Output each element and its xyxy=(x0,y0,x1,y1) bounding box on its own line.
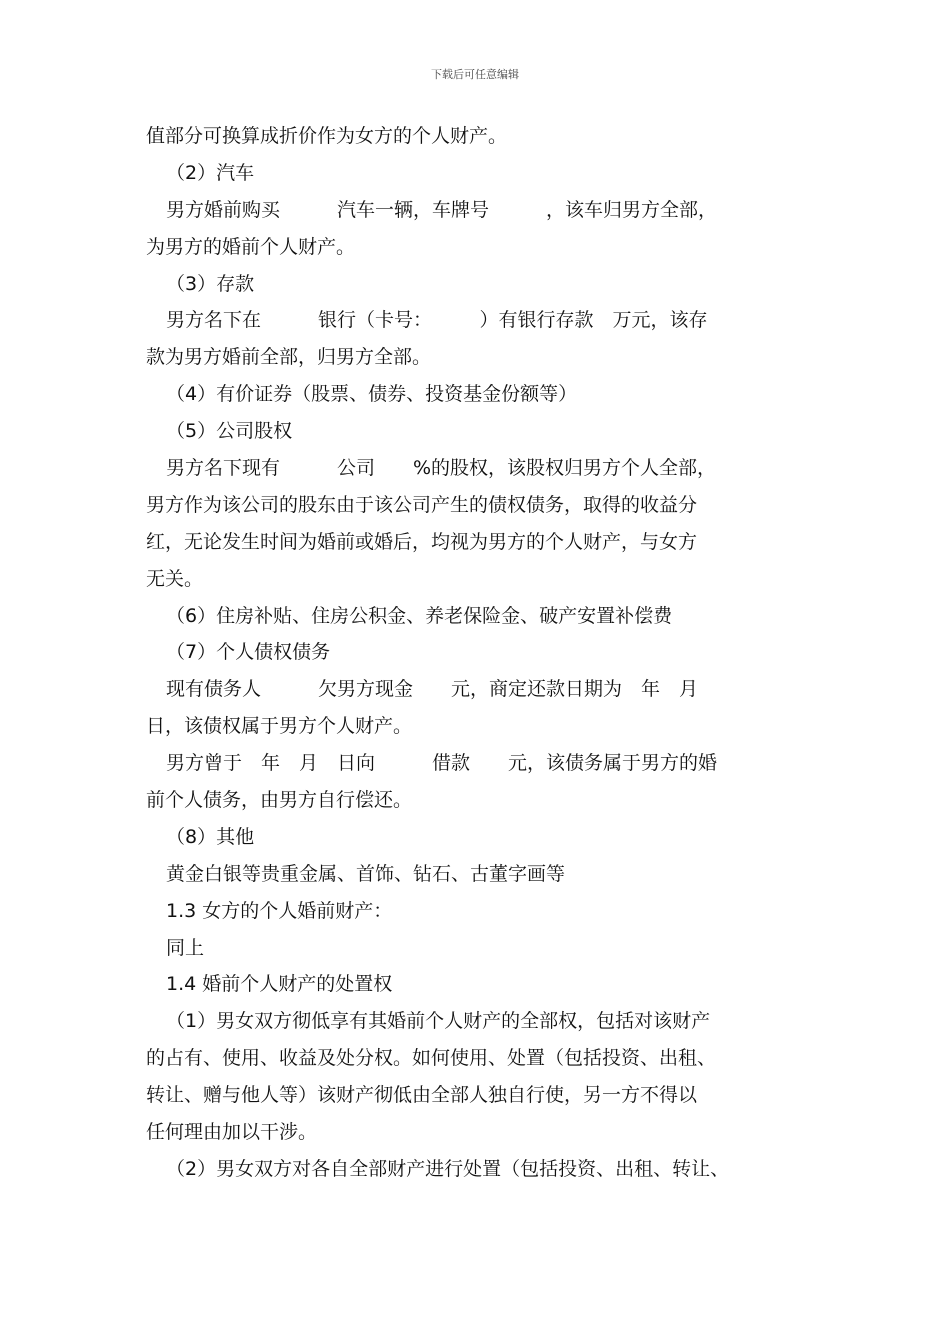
text-line: （8）其他 xyxy=(166,825,255,848)
document-body xyxy=(146,118,836,1188)
text-line: （3）存款 xyxy=(166,272,255,295)
text-line: 无关。 xyxy=(146,567,204,590)
text-line: 1.4 婚前个人财产的处置权 xyxy=(166,973,393,996)
text-line: 日，该债权属于男方个人财产。 xyxy=(146,715,413,738)
text-line: 同上 xyxy=(166,936,205,959)
text-line: （5）公司股权 xyxy=(166,420,293,443)
text-line: 值部分可换算成折价作为女方的个人财产。 xyxy=(146,125,508,147)
text-line: 男方名下在 银行（卡号： ）有银行存款 万元，该存 xyxy=(166,309,708,332)
text-line: 现有债务人 欠男方现金 元，商定还款日期为 年 月 xyxy=(166,678,699,701)
text-line: （6）住房补贴、住房公积金、养老保险金、破产安置补偿费 xyxy=(166,604,673,627)
text-line: 的占有、使用、收益及处分权。如何使用、处置（包括投资、出租、 xyxy=(146,1047,717,1070)
text-line: 1.3 女方的个人婚前财产： xyxy=(166,899,393,922)
text-line: 红，无论发生时间为婚前或婚后，均视为男方的个人财产，与女方 xyxy=(146,530,698,553)
text-line: （1）男女双方彻低享有其婚前个人财产的全部权，包括对该财产 xyxy=(166,1010,711,1033)
text-line: 男方曾于 年 月 日向 借款 元，该债务属于男方的婚 xyxy=(166,752,718,775)
text-line: （2）汽车 xyxy=(166,161,255,184)
text-line: （2）男女双方对各自全部财产进行处置（包括投资、出租、转让、 xyxy=(166,1157,730,1180)
text-line: 男方名下现有 公司 %的股权，该股权归男方个人全部， xyxy=(166,457,717,480)
text-line: 款为男方婚前全部，归男方全部。 xyxy=(146,346,432,369)
text-line: 转让、赠与他人等）该财产彻低由全部人独自行使，另一方不得以 xyxy=(146,1084,698,1107)
text-line: 男方婚前购买 汽车一辆，车牌号 ，该车归男方全部， xyxy=(166,198,718,221)
text-line: 任何理由加以干涉。 xyxy=(146,1121,318,1144)
text-line: 黄金白银等贵重金属、首饰、钻石、古董字画等 xyxy=(166,862,566,885)
text-line: （7）个人债权债务 xyxy=(166,641,331,664)
page-header: 下载后可任意编辑 xyxy=(431,68,519,81)
text-line: 前个人债务，由男方自行偿还。 xyxy=(146,789,413,812)
text-line: 为男方的婚前个人财产。 xyxy=(146,235,356,258)
text-line: （4）有价证券（股票、债券、投资基金份额等） xyxy=(166,383,578,406)
text-line: 男方作为该公司的股东由于该公司产生的债权债务，取得的收益分 xyxy=(146,493,698,516)
